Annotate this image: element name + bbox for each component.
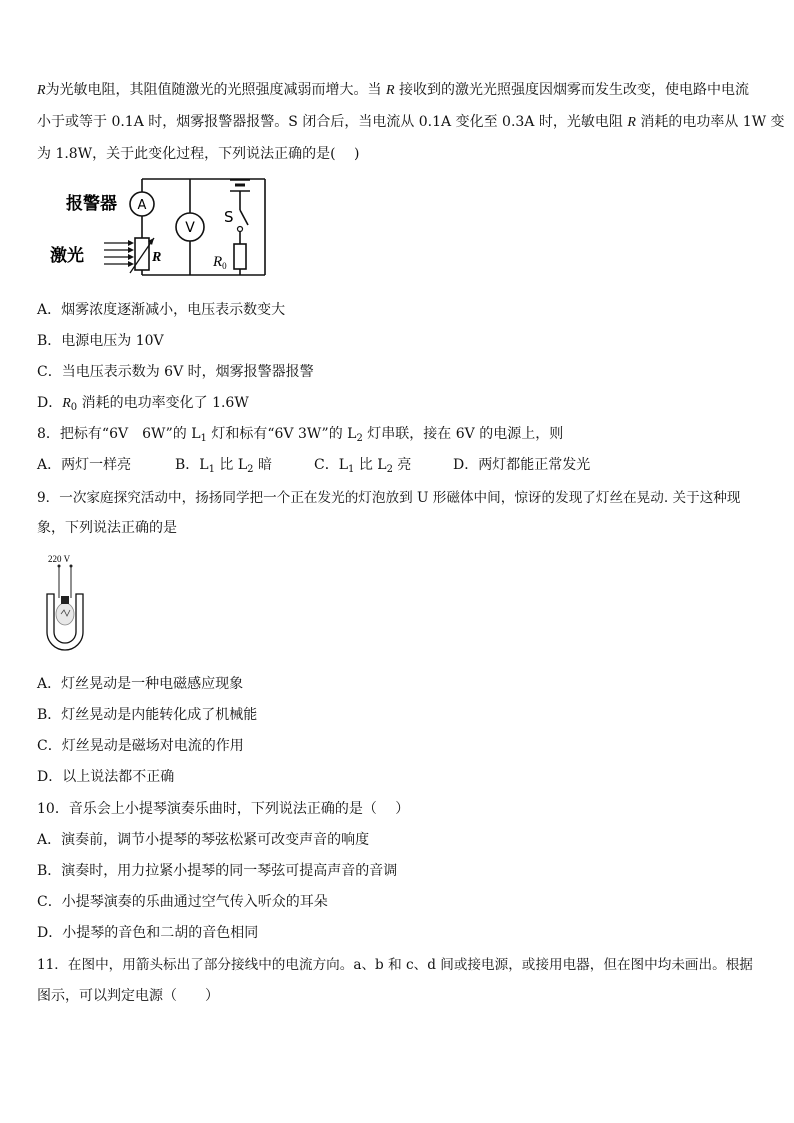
alarm-label: 报警器	[66, 194, 117, 214]
q7-option-d-text: 消耗的电功率变化了 1.6W	[77, 395, 249, 411]
q7-option-d-letter: D．	[37, 395, 63, 411]
q7-circuit-diagram	[50, 170, 280, 288]
light-bulb-icon	[56, 596, 74, 625]
q7-stem-line-3	[37, 144, 359, 164]
q8-option-d: D．两灯都能正常发光	[453, 457, 591, 473]
q10-option-c: C．小提琴演奏的乐曲通过空气传入听众的耳朵	[37, 894, 328, 910]
photoresistor-label: R	[152, 250, 162, 265]
q7-stem-line-1	[37, 80, 749, 101]
q7-r-symbol: R	[37, 83, 46, 98]
q10-option-d: D．小提琴的音色和二胡的音色相同	[37, 925, 259, 941]
q8-option-c	[314, 455, 411, 475]
q8-option-b-c: 暗	[253, 457, 272, 473]
q9-bulb-magnet-figure	[40, 552, 102, 660]
q9-stem-line-1: 9．一次家庭探究活动中，扬扬同学把一个正在发光的灯泡放到 U 形磁体中间，惊讶的发现了灯丝在晃动. 关于这种现	[37, 490, 741, 506]
q8-stem-c: 灯串联，接在 6V 的电源上，则	[362, 426, 564, 442]
voltage-label: 220 V	[48, 554, 71, 564]
q9-option-d: D．以上说法都不正确	[37, 769, 175, 785]
q8-option-b-s2: 2	[247, 464, 254, 475]
q8-option-b	[175, 455, 272, 475]
q8-option-c-c: 亮	[392, 457, 412, 473]
q7-stem-text-5: 为 1.8W，关于此变化过程，下列说法正确的是( )	[37, 146, 360, 162]
switch-label: S	[224, 208, 234, 226]
q7-stem-text-3: 小于或等于 0.1A 时，烟雾报警器报警。S 闭合后，当电流从 0.1A 变化至 0.3A 时，光敏电阻	[37, 114, 628, 130]
q9-option-b: B．灯丝晃动是内能转化成了机械能	[37, 707, 258, 723]
q8-option-c-s1: 1	[348, 464, 355, 475]
q7-option-a: A．烟雾浓度逐渐减小，电压表示数变大	[37, 302, 286, 318]
q7-option-b: B．电源电压为 10V	[37, 333, 164, 349]
q11-stem-line-2: 图示，可以判定电源（ ）	[37, 988, 219, 1004]
q8-stem-sub2: 2	[356, 433, 363, 444]
q8-option-a: A．两灯一样亮	[37, 457, 132, 473]
q9-stem-line-2: 象，下列说法正确的是	[37, 520, 177, 536]
q8-stem-a: 8．把标有“6V 6W”的 L	[37, 426, 201, 442]
q7-option-c: C．当电压表示数为 6V 时，烟雾报警器报警	[37, 364, 314, 380]
q8-option-b-a: B．L	[175, 457, 209, 473]
q10-stem: 10．音乐会上小提琴演奏乐曲时，下列说法正确的是（ ）	[37, 801, 410, 817]
q7-option-d	[37, 393, 249, 414]
q10-option-b: B．演奏时，用力拉紧小提琴的同一琴弦可提高声音的音调	[37, 863, 398, 879]
q7-option-d-r: R	[62, 396, 71, 411]
q8-option-b-s1: 1	[208, 464, 215, 475]
resistor-r0-label: $R_0$	[213, 254, 227, 271]
q7-r-symbol-3: R	[627, 115, 636, 130]
q7-stem-line-2	[37, 112, 785, 133]
battery-icon	[230, 180, 250, 191]
q8-option-c-a: C．L	[314, 457, 349, 473]
q9-option-c: C．灯丝晃动是磁场对电流的作用	[37, 738, 244, 754]
q9-option-a: A．灯丝晃动是一种电磁感应现象	[37, 676, 244, 692]
q8-option-b-b: 比 L	[214, 457, 248, 473]
switch-icon	[238, 210, 249, 232]
q7-r-symbol-2: R	[386, 83, 395, 98]
voltmeter-label: V	[185, 220, 195, 236]
q10-option-a: A．演奏前，调节小提琴的琴弦松紧可改变声音的响度	[37, 832, 370, 848]
q7-option-d-sub: 0	[70, 402, 78, 413]
q11-stem-line-1: 11．在图中，用箭头标出了部分接线中的电流方向。a、b 和 c、d 间或接电源，或接用电器，但在图中均未画出。根据	[37, 957, 753, 973]
ammeter-label: A	[137, 198, 147, 213]
resistor-r0-icon	[234, 244, 246, 269]
q7-stem-text: 为光敏电阻，其阻值随激光的光照强度减弱而增大。当	[45, 82, 387, 98]
q7-stem-text-4: 消耗的电功率从 1W 变	[635, 114, 785, 130]
laser-label: 激光	[50, 246, 84, 266]
laser-arrows-icon	[104, 243, 131, 264]
q8-option-c-s2: 2	[386, 464, 393, 475]
q8-options	[37, 455, 757, 475]
photoresistor-icon	[135, 238, 149, 270]
q7-stem-text-2: 接收到的激光光照强度因烟雾而发生改变，使电路中电流	[394, 82, 750, 98]
q8-stem-b: 灯和标有“6V 3W”的 L	[206, 426, 357, 442]
q8-option-c-b: 比 L	[354, 457, 387, 473]
q8-stem-sub1: 1	[200, 433, 207, 444]
q8-stem	[37, 424, 563, 444]
